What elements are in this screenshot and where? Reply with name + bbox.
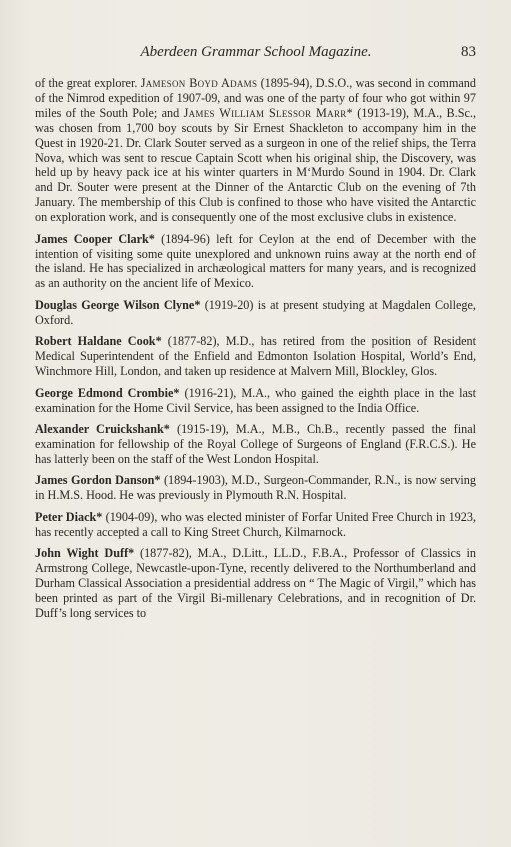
alumni-entry [35,298,476,328]
alumnus-name: James Gordon Danson* [35,473,161,488]
entry-text: (1894-96) left for Ceylon at the end of December with the intention of visiting some quite unexplored and unknown ruins away at the north end of the island. He has specialized in archæological matters for many years, and is recognized as an authority on the ancient life of Mexico. [35,231,476,291]
alumni-entry [35,473,476,503]
continued-paragraph [35,76,476,225]
page-number: 83 [461,44,476,60]
entry-text: (1904-09), who was elected minister of Forfar United Free Church in 1923, has recently accepted a call to King Street Church, Kilmarnock. [35,509,477,539]
alumnus-name: James Cooper Clark* [35,231,155,246]
entry-text: (1919-20) is at present studying at Magdalen College, Oxford. [35,297,476,327]
alumni-entry [35,422,476,467]
entry-text: (1877-82), M.D., has retired from the position of Resident Medical Superintendent of the Enfield and Edmonton Isolation Hospital, World’s End, Winchmore Hill, London, and taken up residence at Malvern Mill, Blockley, Glos. [35,334,476,379]
alumni-entry [35,334,476,379]
alumnus-name-small-caps: Jameson Boyd Adams [140,76,258,90]
entry-text: (1894-1903), M.D., Surgeon-Commander, R.N., is now serving in H.M.S. Hood. He was previously in Plymouth R.N. Hospital. [35,473,476,503]
alumnus-name: George Edmond Crombie* [35,385,180,400]
article-body [35,76,476,627]
alumni-entry [35,510,476,540]
alumni-entry [35,546,476,621]
entry-text: (1913-19), M.A., B.Sc., was chosen from 1,700 boy scouts by Sir Ernest Shackleton to accompany him in the Quest in 1920-21. Dr. Clark Souter served as a surgeon in one of the relief ships, the Terra Nova, which was sent to rescue Captain Scott when his original ship, the Discovery, was held up by heavy pack ice at his winter quarters in M‘Murdo Sound in 1904. Dr. Clark and Dr. Souter were present at the Dinner of the Antarctic Club on the evening of 7th January. The membership of this Club is confined to those who have visited the Antarctic on exploration work, and is consequently one of the most exclusive clubs in existence. [35,105,477,225]
entry-text: (1916-21), M.A., who gained the eighth place in the last examination for the Home Civil Service, has been assigned to the India Office. [35,385,476,415]
entry-text: (1915-19), M.A., M.B., Ch.B., recently passed the final examination for fellowship of the Royal College of Surgeons of England (F.R.C.S.). He has latterly been on the staff of the West London Hospital. [35,422,476,466]
entry-text: (1895-94), D.S.O., was second in command of the Nimrod expedition of 1907-09, and was one of the party of four who got within 97 miles of the South Pole; and [35,76,476,120]
alumnus-name: Peter Diack* [35,509,103,524]
alumnus-name: Douglas George Wilson Clyne* [35,297,201,312]
alumni-entry [35,386,476,416]
alumnus-name-small-caps: James William Slessor Marr* [183,105,353,120]
alumni-entry [35,232,476,292]
page-header [36,44,476,66]
entry-text: of the great explorer. [35,76,141,90]
alumnus-name: John Wight Duff* [35,546,135,561]
running-head: Aberdeen Grammar School Magazine. [140,44,372,60]
entry-text: (1877-82), M.A., D.Litt., LL.D., F.B.A., Professor of Classics in Armstrong College, Newcastle-upon-Tyne, recently delivered to the Northumberland and Durham Classical Association a presidential address on “ The Magic of Virgil,” which has been printed as part of the Virgil Bi-millenary Celebrations, and in recognition of Dr. Duff’s long services to [35,546,476,620]
alumnus-name: Alexander Cruickshank* [35,422,170,436]
alumnus-name: Robert Haldane Cook* [35,334,162,349]
